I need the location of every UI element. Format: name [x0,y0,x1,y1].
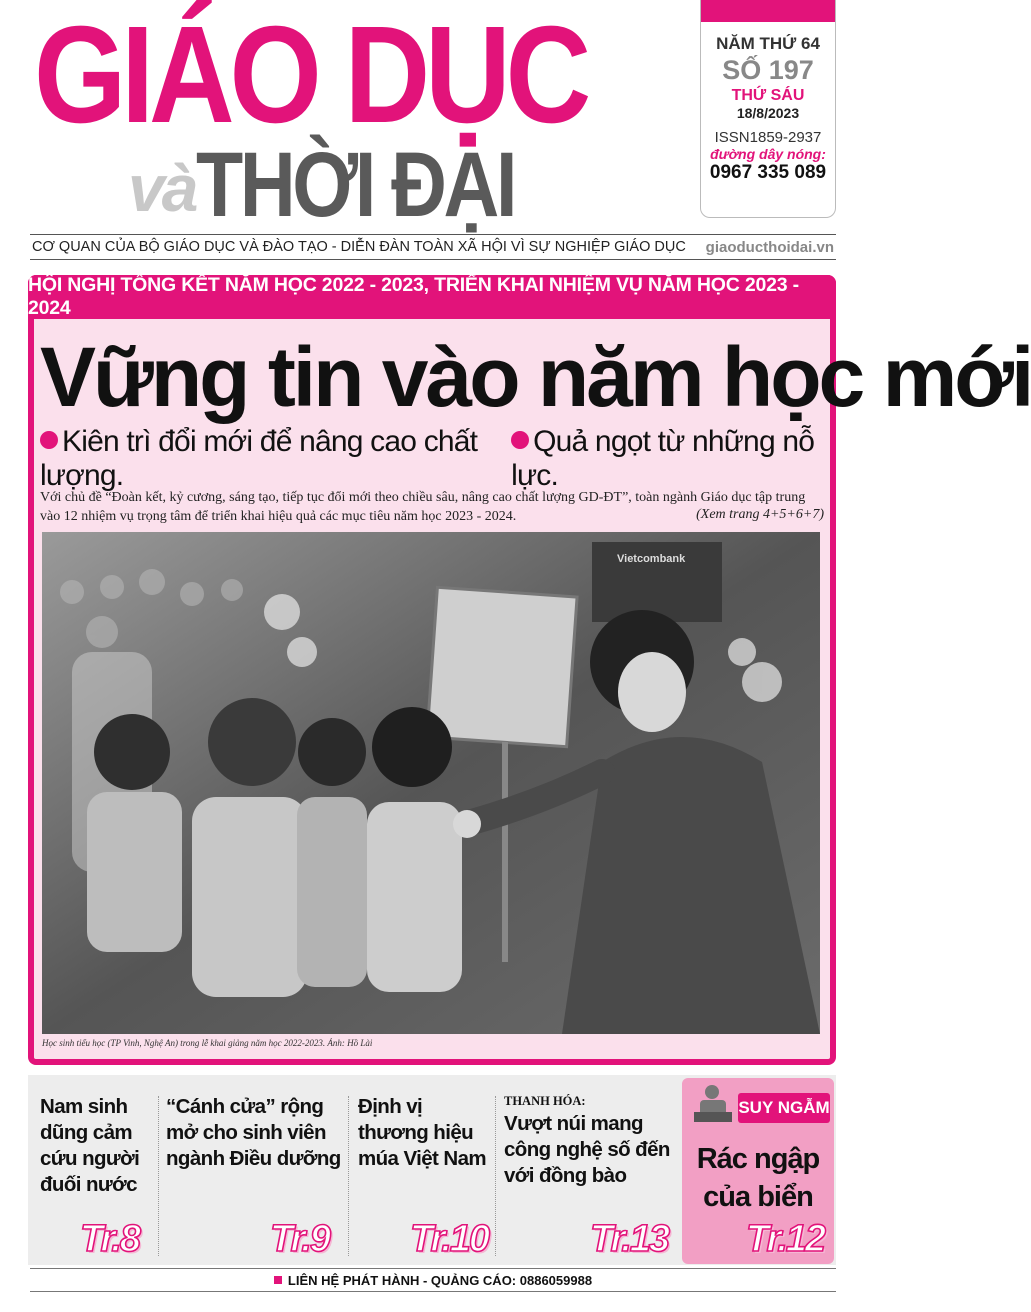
bullet-item-2 [511,425,830,493]
opinion-page[interactable]: Tr.12 [746,1218,825,1260]
issue-year: NĂM THỨ 64 [716,34,820,53]
bank-sign-text: Vietcombank [617,553,686,565]
teaser-3-page[interactable]: Tr.10 [410,1218,489,1260]
opinion-tag: SUY NGẪM [738,1093,830,1123]
teaser-divider [495,1096,496,1256]
tagline-bar [30,234,836,260]
opinion-title: Rác ngập của biển [696,1143,820,1213]
teaser-4-kicker: THANH HÓA: [504,1094,586,1108]
issue-box-accent-bar [701,0,835,22]
tagline-text: CƠ QUAN CỦA BỘ GIÁO DỤC VÀ ĐÀO TẠO - DIỄN ĐÀN TOÀN XÃ HỘI VÌ SỰ NGHIỆP GIÁO DỤC [32,239,686,255]
see-pages-ref[interactable]: (Xem trang 4+5+6+7) [696,507,824,522]
teaser-1-page[interactable]: Tr.8 [80,1218,139,1260]
issue-date: 18/8/2023 [736,105,800,121]
main-story-banner: HỘI NGHỊ TỔNG KẾT NĂM HỌC 2022 - 2023, TRIỂN KHAI NHIỆM VỤ NĂM HỌC 2023 - 2024 [28,275,836,319]
masthead-subtitle: THỜI ĐẠI [196,134,515,236]
bullet-text-1: Kiên trì đổi mới để nâng cao chất lượng. [40,425,478,492]
issue-issn: ISSN1859-2937 [714,129,822,146]
issue-weekday: THỨ SÁU [731,87,805,104]
main-photo [42,532,820,1034]
hotline-label: đường dây nóng: [710,146,826,162]
bullet-dot-icon [511,431,529,449]
issue-number: SỐ 197 [722,55,814,85]
hotline-number: 0967 335 089 [709,162,827,183]
square-bullet-icon [274,1276,282,1284]
classroom-photo-illustration [42,532,820,1034]
footer-contact [30,1268,836,1292]
teaser-1-title: Nam sinh dũng cảm cứu người đuối nước [40,1095,140,1196]
teaser-3-title: Định vị thương hiệu múa Việt Nam [358,1095,487,1170]
teaser-4-title: Vượt núi mang công nghệ số đến với đồng bào [504,1112,670,1187]
teaser-2-page[interactable]: Tr.9 [270,1218,329,1260]
bullet-text-2: Quả ngọt từ những nỗ lực. [511,425,815,492]
teaser-2-title: “Cánh cửa” rộng mở cho sinh viên ngành Điều dưỡng [166,1095,341,1170]
reader-icon [690,1082,736,1128]
teaser-divider [348,1096,349,1256]
bullet-item-1 [40,425,511,493]
issue-info-box [700,0,836,218]
teaser-divider [158,1096,159,1256]
footer-text: LIÊN HỆ PHÁT HÀNH - QUẢNG CÁO: 0886059988 [287,1272,593,1288]
headline-bullets [40,425,830,492]
lead-paragraph: Với chủ đề “Đoàn kết, kỷ cương, sáng tạo, tiếp tục đổi mới theo chiều sâu, nâng cao chất lượng GD-ĐT”, toàn ngành Giáo dục tập trung vào 12 nhiệm vụ trọng tâm để triển khai hiệu quả các mục tiêu năm học 2023 - 2024. [40,490,806,524]
teaser-4-page[interactable]: Tr.13 [590,1218,669,1260]
masthead-title: GIÁO DỤC [34,0,587,152]
masthead-va: và [128,151,196,225]
bullet-dot-icon [40,431,58,449]
website-link[interactable]: giaoducthoidai.vn [705,238,834,256]
main-headline[interactable]: Vững tin vào năm học mới [40,330,1031,424]
photo-caption: Học sinh tiểu học (TP Vinh, Nghệ An) trong lễ khai giảng năm học 2022-2023. Ảnh: Hồ Lài [42,1038,373,1048]
